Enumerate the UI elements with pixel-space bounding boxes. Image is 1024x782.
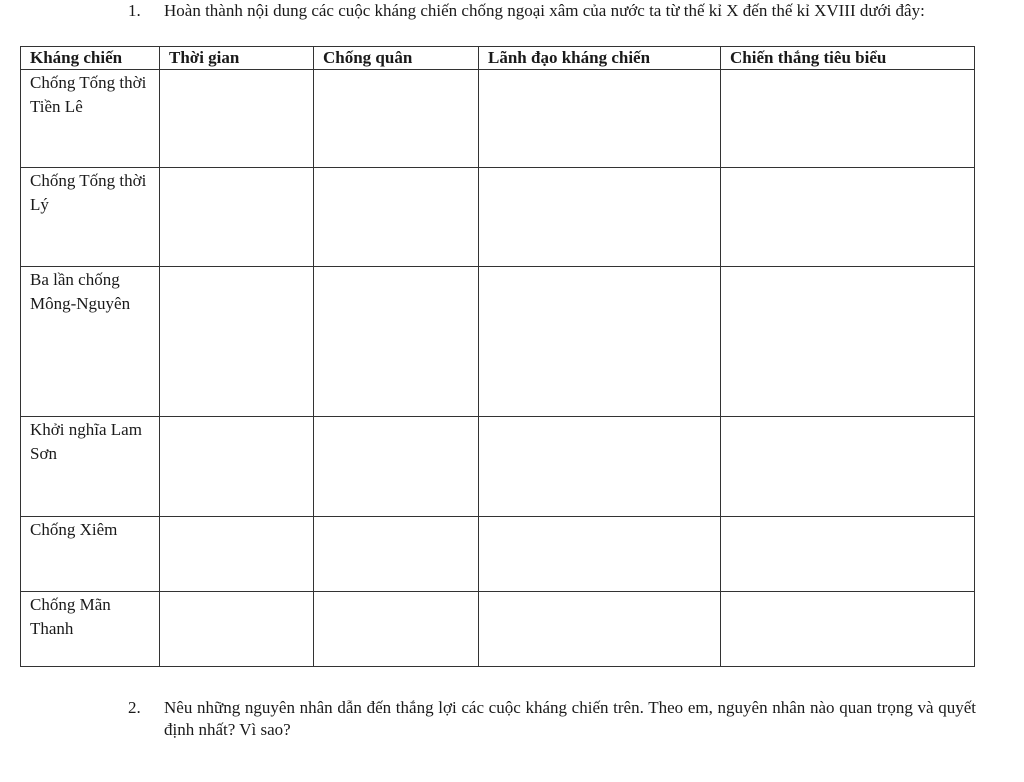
empty-cell[interactable]: [160, 168, 314, 267]
question-1-number: 1.: [128, 1, 141, 20]
row-label: Chống Tống thời Tiền Lê: [21, 70, 160, 168]
empty-cell[interactable]: [314, 592, 479, 667]
table-row: [21, 267, 975, 417]
empty-cell[interactable]: [479, 267, 721, 417]
empty-cell[interactable]: [160, 517, 314, 592]
header-thoi-gian: Thời gian: [160, 47, 314, 70]
row-label: Chống Mãn Thanh: [21, 592, 160, 667]
header-khang-chien: Kháng chiến: [21, 47, 160, 70]
empty-cell[interactable]: [479, 592, 721, 667]
row-label: Chống Tống thời Lý: [21, 168, 160, 267]
table-row: [21, 168, 975, 267]
question-1-text: Hoàn thành nội dung các cuộc kháng chiến chống ngoại xâm của nước ta từ thế kỉ X đến thế kỉ XVIII dưới đây:: [164, 1, 925, 20]
header-chong-quan: Chống quân: [314, 47, 479, 70]
empty-cell[interactable]: [160, 267, 314, 417]
empty-cell[interactable]: [160, 417, 314, 517]
empty-cell[interactable]: [160, 70, 314, 168]
empty-cell[interactable]: [721, 592, 975, 667]
question-1: [128, 0, 988, 21]
table-row: [21, 592, 975, 667]
empty-cell[interactable]: [721, 168, 975, 267]
empty-cell[interactable]: [479, 168, 721, 267]
empty-cell[interactable]: [721, 517, 975, 592]
empty-cell[interactable]: [479, 417, 721, 517]
row-label: Chống Xiêm: [21, 517, 160, 592]
table-header-row: [21, 47, 975, 70]
empty-cell[interactable]: [314, 517, 479, 592]
header-lanh-dao: Lãnh đạo kháng chiến: [479, 47, 721, 70]
empty-cell[interactable]: [721, 70, 975, 168]
empty-cell[interactable]: [314, 168, 479, 267]
question-2-text: Nêu những nguyên nhân dẫn đến thắng lợi các cuộc kháng chiến trên. Theo em, nguyên nhân nào quan trọng và quyết định nhất? Vì sao?: [164, 698, 976, 739]
row-label: Khởi nghĩa Lam Sơn: [21, 417, 160, 517]
empty-cell[interactable]: [160, 592, 314, 667]
row-label: Ba lần chống Mông-Nguyên: [21, 267, 160, 417]
empty-cell[interactable]: [721, 267, 975, 417]
empty-cell[interactable]: [314, 267, 479, 417]
empty-cell[interactable]: [479, 517, 721, 592]
empty-cell[interactable]: [314, 70, 479, 168]
question-2: [128, 697, 976, 741]
table-row: [21, 517, 975, 592]
question-2-number: 2.: [128, 698, 141, 717]
table-row: [21, 417, 975, 517]
empty-cell[interactable]: [721, 417, 975, 517]
table-row: [21, 70, 975, 168]
header-chien-thang: Chiến thắng tiêu biểu: [721, 47, 975, 70]
resistance-table: [20, 46, 975, 667]
empty-cell[interactable]: [479, 70, 721, 168]
empty-cell[interactable]: [314, 417, 479, 517]
